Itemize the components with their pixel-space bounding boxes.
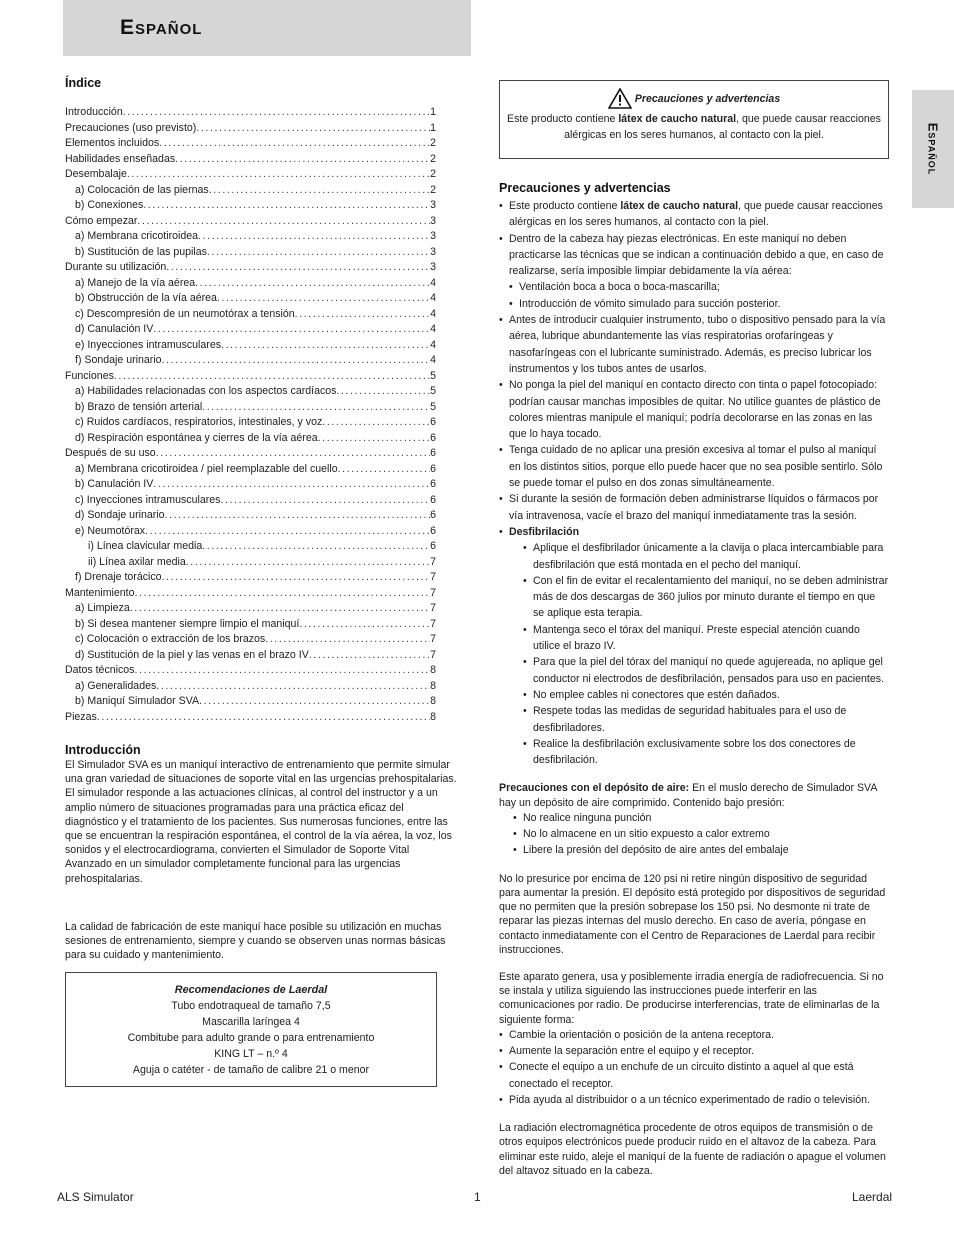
toc-leader-dots [207, 246, 430, 258]
recommendation-item: Tubo endotraqueal de tamaño 7,5 [171, 1000, 331, 1012]
intro-paragraph-2: La calidad de fabricación de este maniquí hace posible su utilización en muchas sesiones de entrenamiento, siempre y cuando se observen unas normas básicas para su cuidado y mantenimiento. [65, 921, 446, 962]
toc-entry-page: 7 [430, 633, 436, 645]
defibrillation-list [523, 540, 889, 768]
toc-leader-dots [145, 525, 430, 537]
toc-entry[interactable] [65, 246, 436, 262]
toc-entry-page: 5 [430, 400, 436, 413]
rf-list [499, 1027, 889, 1108]
toc-leader-dots [209, 184, 430, 196]
toc-entry-title: i) Línea clavicular media [88, 540, 203, 552]
toc-entry-page: 7 [430, 602, 436, 614]
toc-leader-dots [123, 106, 430, 118]
recommendations-title: Recomendaciones de Laerdal [174, 984, 328, 996]
toc-entry-page: 7 [430, 586, 436, 599]
sub-list-item: • Para que la piel del tórax del maniquí no quede agujereada, no aplique gel conductor ni electrodos de desfibrilación, pensados para uso en pacientes. [523, 654, 889, 687]
toc-entry[interactable] [65, 525, 436, 541]
right-column [499, 181, 889, 1178]
toc-entry-title: b) Maniquí Simulador SVA [75, 695, 200, 707]
toc-entry[interactable] [65, 695, 436, 711]
toc-entry-title: Datos técnicos [65, 664, 135, 676]
sub-list-item: • Mantenga seco el tórax del maniquí. Preste especial atención cuando utilice el brazo IV. [523, 622, 889, 655]
air-tank-paragraph: Precauciones con el depósito de aire: En el muslo derecho de Simulador SVA hay un depósito de aire comprimido. Contenido bajo presión: [499, 782, 877, 809]
footer-product: ALS Simulator [57, 1190, 134, 1204]
toc-leader-dots [114, 370, 430, 382]
toc-entry[interactable] [65, 680, 436, 696]
toc-entry-title: f) Sondaje urinario [75, 354, 162, 366]
toc-entry-title: c) Inyecciones intramusculares [75, 493, 221, 506]
toc-entry-page: 6 [430, 524, 436, 537]
toc-entry[interactable] [65, 494, 436, 510]
toc-entry[interactable] [65, 339, 436, 355]
toc-entry-page: 4 [430, 292, 436, 304]
list-item: • Si durante la sesión de formación deben administrarse líquidos o fármacos por vía intravenosa, vacíe el brazo del maniquí inmediatamente tras la sesión. [499, 491, 889, 524]
toc-entry[interactable] [65, 370, 436, 386]
sub-list [509, 279, 889, 312]
recommendation-item: Aguja o catéter - de tamaño de calibre 21 o menor [132, 1064, 370, 1076]
toc-entry-page: 7 [430, 617, 436, 630]
toc-entry[interactable] [65, 323, 436, 339]
recommendation-item: Mascarilla laríngea 4 [202, 1016, 300, 1028]
recommendation-item: Combitube para adulto grande o para entrenamiento [127, 1032, 375, 1044]
list-item: • No realice ninguna punción [513, 810, 889, 826]
toc-entry-page: 4 [430, 276, 436, 289]
toc-entry-page: 3 [430, 245, 436, 258]
toc-leader-dots [134, 664, 430, 676]
toc-entry[interactable] [65, 587, 436, 603]
toc-entry[interactable] [65, 432, 436, 448]
warning-triangle-icon [608, 88, 632, 109]
toc-entry[interactable] [65, 602, 436, 618]
list-item: • Antes de introducir cualquier instrumento, tubo o dispositivo pensado para la vía aérea, lubrique abundantemente las vías respiratorias orofaríngeas y nasofaríngeas con el lubricante suministrado. Además, es preciso lubricar los instrumentos y los tubos antes de usarlos. [499, 312, 889, 377]
rf-paragraph: Este aparato genera, usa y posiblemente irradia energía de radiofrecuencia. Si no se instala y utiliza siguiendo las instrucciones puede interferir en las comunicaciones por radio. De producirse interferencias, trate de eliminarlas de la siguiente forma: [499, 970, 884, 1026]
toc-leader-dots [338, 463, 430, 475]
toc-entry-title: b) Obstrucción de la vía aérea [75, 292, 217, 304]
warning-box-title-text: Precauciones y advertencias [634, 92, 781, 105]
toc-entry[interactable] [65, 571, 436, 587]
toc-leader-dots [175, 153, 430, 165]
toc-leader-dots [135, 587, 431, 599]
list-item: • Aumente la separación entre el equipo y el receptor. [499, 1043, 889, 1059]
toc-entry-title: Desembalaje [65, 168, 127, 180]
toc-leader-dots [159, 137, 430, 149]
toc-entry-title: c) Descompresión de un neumotórax a tensión [75, 307, 295, 320]
toc-leader-dots [199, 695, 430, 707]
toc-entry-page: 6 [430, 416, 436, 428]
toc-leader-dots [137, 215, 430, 227]
list-item: • Libere la presión del depósito de aire antes del embalaje [513, 842, 889, 858]
list-item: • No lo almacene en un sitio expuesto a calor extremo [513, 826, 889, 842]
toc-entry-title: Precauciones (uso previsto) [65, 121, 197, 134]
toc-entry-page: 6 [430, 493, 436, 506]
toc-leader-dots [143, 199, 430, 211]
toc-entry[interactable] [65, 308, 436, 324]
toc-leader-dots [299, 618, 430, 630]
rf-paragraph-2: La radiación electromagnética procedente de otros equipos de transmisión o de otros equipos electrónicos puede producir ruido en el altavoz de la cabeza. Para eliminar este ruido, aleje el maniquí de la fuente de radiación o apague el volumen del altavoz situado en la cabeza. [499, 1122, 886, 1177]
toc-entry-page: 6 [430, 478, 436, 490]
toc-entry-title: c) Ruidos cardíacos, respiratorios, intestinales, y voz [75, 416, 323, 428]
toc-entry[interactable] [65, 633, 436, 649]
toc-leader-dots [97, 711, 430, 723]
footer-page-number: 1 [474, 1190, 481, 1204]
warning-box-text: Este producto contiene látex de caucho natural, que puede causar reacciones alérgicas en los seres humanos, al contacto con la piel. [507, 113, 881, 141]
toc-entry-page: 2 [430, 152, 436, 165]
toc-entry-page: 8 [430, 695, 436, 707]
sub-list-item: • Ventilación boca a boca o boca-mascarilla; [509, 279, 889, 295]
toc-leader-dots [198, 230, 430, 242]
toc-entry-page: 4 [430, 307, 436, 320]
toc-entry[interactable] [65, 618, 436, 634]
toc-entry[interactable] [65, 401, 436, 417]
toc-entry-title: b) Sustitución de las pupilas [75, 245, 207, 258]
toc-entry-page: 6 [430, 431, 436, 444]
toc-entry-page: 8 [430, 664, 436, 676]
title-bar [63, 0, 471, 56]
toc-entry-page: 1 [430, 121, 436, 134]
toc-entry[interactable] [65, 649, 436, 665]
toc-entry[interactable] [65, 168, 436, 184]
toc-entry-title: d) Sondaje urinario [75, 509, 165, 521]
toc-leader-dots [336, 385, 430, 397]
toc-entry-page: 6 [430, 509, 436, 521]
toc-entry[interactable] [65, 447, 436, 463]
toc-leader-dots [165, 509, 431, 521]
toc-entry-page: 1 [430, 106, 436, 118]
toc-entry-title: Durante su utilización [65, 261, 167, 273]
toc-entry[interactable] [65, 292, 436, 308]
toc-entry-title: a) Generalidades [75, 679, 157, 692]
toc-entry-title: d) Canulación IV [75, 323, 154, 335]
toc-entry-title: Después de su uso [65, 447, 156, 459]
toc-leader-dots [295, 308, 430, 320]
toc-entry[interactable] [65, 354, 436, 370]
sub-list-item: • Aplique el desfibrilador únicamente a la clavija o placa intercambiable para desfibrilación que está montada en el pecho del maniquí. [523, 540, 889, 573]
toc-leader-dots [166, 261, 430, 273]
air-tank-paragraph-2: No lo presurice por encima de 120 psi ni retire ningún dispositivo de seguridad para aumentar la presión. El depósito está protegido por dispositivos de seguridad que no permiten que la presión sobrepase los 150 psi. No desmonte ni trate de reparar las piezas internas del muslo derecho. En caso de avería, póngase en contacto inmediatamente con el Centro de Reparaciones de Laerdal para recibir instrucciones. [499, 872, 886, 956]
sub-list-item: • Introducción de vómito simulado para succión posterior. [509, 296, 889, 312]
toc-entry-page: 7 [430, 555, 436, 568]
air-tank-list [499, 810, 889, 859]
toc-leader-dots [156, 680, 430, 692]
toc-leader-dots [202, 401, 430, 413]
list-item [499, 524, 889, 768]
toc-leader-dots [195, 277, 430, 289]
toc-entry-title: Habilidades enseñadas [65, 152, 176, 165]
toc-entry-title: a) Membrana cricotiroidea [75, 230, 199, 242]
sub-list-item: • Respete todas las medidas de seguridad habituales para el uso de desfibriladores. [523, 703, 889, 736]
page-title [120, 16, 202, 40]
toc-leader-dots [127, 168, 430, 180]
toc-entry[interactable] [65, 385, 436, 401]
toc-entry[interactable] [65, 106, 436, 122]
toc-entry-title: a) Habilidades relacionadas con los aspectos cardíacos [75, 385, 337, 397]
toc-leader-dots [156, 447, 430, 459]
toc-entry-title: e) Inyecciones intramusculares [75, 338, 222, 351]
list-item: • Tenga cuidado de no aplicar una presión excesiva al tomar el pulso al maniquí en los distintos sitios, porque ello puede hacer que no sea posible sentirlo. Sólo se puede tomar el pulso en dos zonas simultáneamente. [499, 442, 889, 491]
list-item: • Dentro de la cabeza hay piezas electrónicas. En este maniquí no deben practicarse las técnicas que se indican a continuación debido a que, en caso de realizarse, sería imposible limpiar debidamente la vía aérea: • Ventilación boca a boca o boca-mascarilla; • Introducción de vómito simulado para succión posterior. [499, 231, 889, 312]
sub-list-item: • Con el fin de evitar el recalentamiento del maniquí, no se deben administrar más de dos descargas de 360 julios por minuto durante el tiempo en que se aplique esta terapia. [523, 573, 889, 622]
toc-leader-dots [220, 494, 430, 506]
toc-entry[interactable] [65, 664, 436, 680]
toc-entry-page: 7 [430, 648, 436, 661]
footer-brand: Laerdal [852, 1190, 893, 1204]
toc-entry[interactable] [65, 215, 436, 231]
sub-list-item: • Realice la desfibrilación exclusivamente sobre los dos conectores de desfibrilación. [523, 736, 889, 769]
toc-entry-page: 4 [430, 354, 436, 366]
toc-leader-dots [153, 478, 430, 490]
toc-entry-title: f) Drenaje torácico [75, 571, 162, 583]
toc-leader-dots [130, 602, 430, 614]
toc-entry-title: b) Canulación IV [75, 478, 154, 490]
toc-entry-title: Funciones [65, 369, 114, 382]
toc-entry[interactable] [65, 509, 436, 525]
toc-entry[interactable] [65, 277, 436, 293]
toc-entry-title: Piezas [65, 710, 97, 723]
toc-entry-page: 4 [430, 323, 436, 335]
toc-entry-title: d) Sustitución de la piel y las venas en el brazo IV [75, 648, 309, 661]
side-tab-label: Español [925, 122, 941, 176]
toc-entry-page: 2 [430, 168, 436, 180]
toc-leader-dots [309, 649, 430, 661]
page-title-text: Español [120, 16, 203, 39]
intro-paragraph: El Simulador SVA es un maniquí interactivo de entrenamiento que permite simular una gran variedad de situaciones de soporte vital en las urgencias prehospitalarias. El simulador responde a las actuaciones clínicas, al control del instructor y a un amplio número de situaciones programadas para una práctica eficaz del diagnóstico y el tratamiento de los pacientes. Sus numerosas funciones, entre las que se encuentran la respiración espontánea, el control de la vía aérea, la voz, los sonidos y el electrocardiograma, convierten el Simulador de Soporte Vital Avanzado en un simulador completamente funcional para las urgencias prehospitalarias. [65, 759, 457, 885]
toc-entry[interactable] [65, 463, 436, 479]
toc-entry-title: b) Brazo de tensión arterial [75, 400, 203, 413]
toc-entry[interactable] [65, 711, 436, 727]
toc-entry-title: b) Si desea mantener siempre limpio el maniquí [75, 617, 300, 630]
toc-entry[interactable] [65, 416, 436, 432]
toc-entry[interactable] [65, 230, 436, 246]
toc-entry-title: Introducción [65, 106, 123, 118]
toc-entry[interactable] [65, 540, 436, 556]
toc-entry-page: 5 [430, 385, 436, 397]
toc-entry-page: 2 [430, 183, 436, 196]
toc-entry[interactable] [65, 153, 436, 169]
toc-entry-title: Mantenimiento [65, 586, 135, 599]
toc-entry-title: c) Colocación o extracción de los brazos [75, 633, 266, 645]
toc-entry[interactable] [65, 122, 436, 138]
sub-list-item: • No emplee cables ni conectores que estén dañados. [523, 687, 889, 703]
toc-leader-dots [196, 122, 430, 134]
list-item: • No ponga la piel del maniquí en contacto directo con tinta o papel fotocopiado: podrían causar manchas imposibles de quitar. No utilice guantes de plástico de colores mientras manipule el maniquí; podría decolorarse en las zonas en las que lo haya tocado. [499, 377, 889, 442]
toc-entry[interactable] [65, 478, 436, 494]
toc-entry-page: 8 [430, 679, 436, 692]
toc-entry-title: Elementos incluidos [65, 137, 160, 149]
toc-entry-title: ii) Línea axilar media [88, 555, 186, 568]
toc-entry-title: e) Neumotórax [75, 524, 146, 537]
list-item: • Pida ayuda al distribuidor o a un técnico experimentado de radio o televisión. [499, 1092, 889, 1108]
toc-leader-dots [322, 416, 430, 428]
warning-box-title [500, 88, 888, 109]
list-item: • Conecte el equipo a un enchufe de un circuito distinto a aquel al que está conectado el receptor. [499, 1059, 889, 1092]
toc-entry-page: 6 [430, 462, 436, 475]
list-item: • Cambie la orientación o posición de la antena receptora. [499, 1027, 889, 1043]
toc-leader-dots [202, 540, 430, 552]
toc-heading: Índice [65, 76, 102, 90]
toc-entry-page: 3 [430, 230, 436, 242]
toc-entry-page: 3 [430, 261, 436, 273]
toc-entry[interactable] [65, 199, 436, 215]
toc-entry[interactable] [65, 556, 436, 572]
list-item: • Este producto contiene látex de caucho natural, que puede causar reacciones alérgicas en los seres humanos, al contacto con la piel. [499, 198, 889, 231]
toc-entry[interactable] [65, 137, 436, 153]
toc-leader-dots [221, 339, 430, 351]
toc-entry[interactable] [65, 184, 436, 200]
toc-leader-dots [265, 633, 430, 645]
toc-leader-dots [318, 432, 430, 444]
recommendation-item: KING LT – n.º 4 [214, 1048, 288, 1060]
toc-entry-page: 3 [430, 199, 436, 211]
toc-entry-page: 7 [430, 571, 436, 583]
toc-leader-dots [153, 323, 430, 335]
toc-leader-dots [217, 292, 430, 304]
toc-entry-page: 2 [430, 137, 436, 149]
table-of-contents [65, 106, 436, 726]
toc-entry-title: Cómo empezar [65, 214, 138, 227]
defibrillation-label: Desfibrilación [509, 525, 580, 538]
toc-entry-title: a) Membrana cricotiroidea / piel reemplazable del cuello [75, 462, 338, 475]
warning-box [499, 80, 889, 159]
toc-entry[interactable] [65, 261, 436, 277]
toc-entry-page: 3 [430, 214, 436, 227]
toc-entry-title: b) Conexiones [75, 199, 144, 211]
toc-entry-title: a) Limpieza [75, 602, 130, 614]
precautions-list [499, 198, 889, 768]
intro-heading: Introducción [65, 743, 141, 757]
toc-entry-page: 4 [430, 338, 436, 351]
toc-leader-dots [186, 556, 430, 568]
toc-entry-page: 8 [430, 710, 436, 723]
toc-entry-page: 6 [430, 447, 436, 459]
toc-entry-page: 5 [430, 369, 436, 382]
toc-entry-title: d) Respiración espontánea y cierres de la vía aérea [75, 431, 318, 444]
toc-leader-dots [162, 354, 431, 366]
toc-entry-title: a) Manejo de la vía aérea [75, 276, 196, 289]
toc-leader-dots [162, 571, 431, 583]
side-tab [912, 90, 954, 208]
precautions-heading: Precauciones y advertencias [499, 181, 671, 195]
toc-entry-title: a) Colocación de las piernas [75, 183, 209, 196]
toc-entry-page: 6 [430, 540, 436, 552]
recommendations-box [65, 972, 437, 1087]
